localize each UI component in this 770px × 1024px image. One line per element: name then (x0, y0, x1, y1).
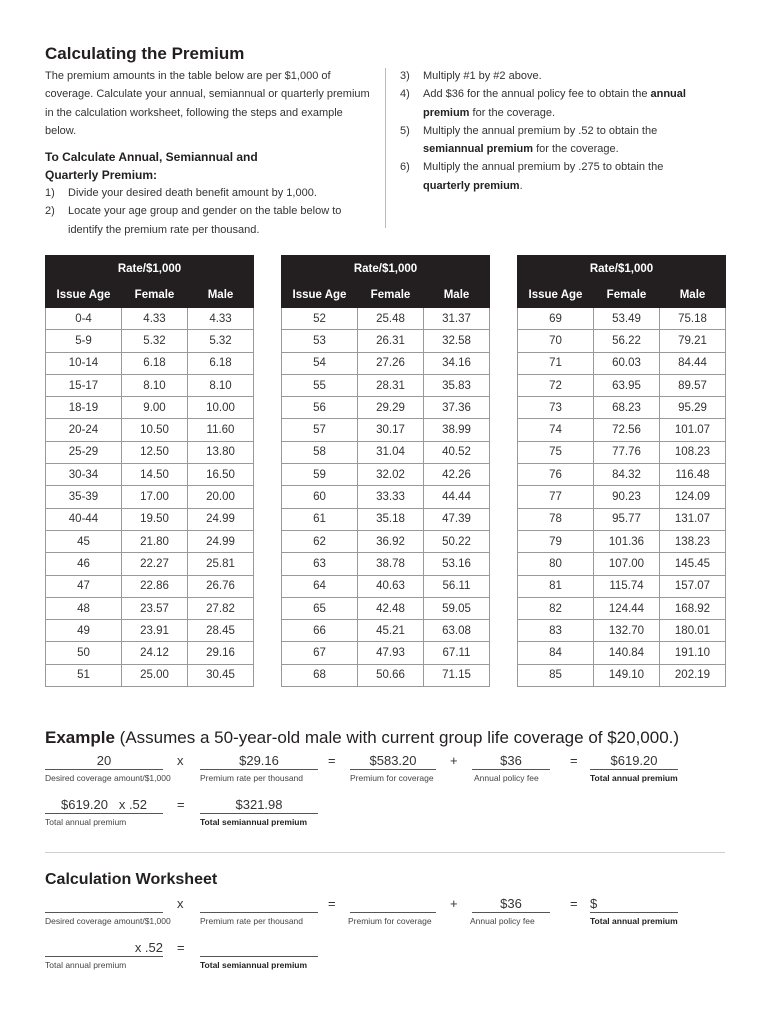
step-item: 5) Multiply the annual premium by .52 to obtain the semiannual premium for the coverage. (400, 124, 658, 156)
table-row (518, 352, 726, 374)
female-rate-cell: 101.36 (594, 530, 660, 552)
male-rate-cell: 47.39 (424, 508, 490, 530)
step-item: 1) Divide your desired death benefit amount by 1,000. (45, 187, 317, 199)
female-rate-cell: 60.03 (594, 352, 660, 374)
issue-age-cell: 49 (46, 620, 122, 642)
example-coverage-value: 20 (45, 753, 163, 770)
semiannual-label: Total semiannual premium (200, 960, 308, 970)
female-rate-cell: 50.66 (358, 664, 424, 686)
female-rate-cell: 23.91 (122, 620, 188, 642)
issue-age-cell: 83 (518, 620, 594, 642)
steps-right-list (400, 67, 710, 195)
fee-label: Annual policy fee (474, 773, 539, 783)
total-annual-label: Total annual premium (45, 960, 127, 970)
step-item: 6) Multiply the annual premium by .275 to obtain the quarterly premium. (400, 161, 664, 192)
male-header: Male (188, 282, 254, 308)
male-rate-cell: 24.99 (188, 508, 254, 530)
rate-label: Premium rate per thousand (200, 773, 303, 783)
step-item: 2) Locate your age group and gender on the table below to identify the premium rate per thousand. (45, 205, 342, 236)
female-rate-cell: 31.04 (358, 441, 424, 463)
issue-age-cell: 65 (282, 597, 358, 619)
female-rate-cell: 42.48 (358, 597, 424, 619)
male-rate-cell: 131.07 (660, 508, 726, 530)
equals-operator: = (328, 753, 336, 768)
male-rate-cell: 50.22 (424, 530, 490, 552)
male-rate-cell: 24.99 (188, 530, 254, 552)
female-rate-cell: 5.32 (122, 330, 188, 352)
female-rate-cell: 35.18 (358, 508, 424, 530)
issue-age-cell: 60 (282, 486, 358, 508)
issue-age-cell: 84 (518, 642, 594, 664)
issue-age-header: Issue Age (282, 282, 358, 308)
table-row (282, 419, 490, 441)
male-rate-cell: 10.00 (188, 397, 254, 419)
female-rate-cell: 30.17 (358, 419, 424, 441)
issue-age-cell: 71 (518, 352, 594, 374)
male-rate-cell: 108.23 (660, 441, 726, 463)
male-rate-cell: 35.83 (424, 374, 490, 396)
male-rate-cell: 16.50 (188, 464, 254, 486)
male-rate-cell: 202.19 (660, 664, 726, 686)
table-row (518, 486, 726, 508)
female-header: Female (122, 282, 188, 308)
worksheet-fee-value: $36 (472, 896, 550, 913)
table-row (282, 553, 490, 575)
issue-age-cell: 73 (518, 397, 594, 419)
issue-age-cell: 67 (282, 642, 358, 664)
table-row (518, 441, 726, 463)
issue-age-cell: 69 (518, 308, 594, 330)
issue-age-cell: 78 (518, 508, 594, 530)
male-rate-cell: 25.81 (188, 553, 254, 575)
issue-age-cell: 61 (282, 508, 358, 530)
male-rate-cell: 13.80 (188, 441, 254, 463)
example-semiannual-value: $321.98 (200, 797, 318, 814)
female-rate-cell: 38.78 (358, 553, 424, 575)
male-rate-cell: 44.44 (424, 486, 490, 508)
male-rate-cell: 56.11 (424, 575, 490, 597)
issue-age-cell: 62 (282, 530, 358, 552)
male-rate-cell: 180.01 (660, 620, 726, 642)
issue-age-cell: 54 (282, 352, 358, 374)
premium-label: Premium for coverage (348, 916, 432, 926)
table-row (46, 397, 254, 419)
table-row (282, 374, 490, 396)
female-rate-cell: 22.27 (122, 553, 188, 575)
female-rate-cell: 8.10 (122, 374, 188, 396)
table-row (518, 553, 726, 575)
semiannual-label: Total semiannual premium (200, 817, 308, 827)
coverage-label: Desired coverage amount/$1,000 (45, 916, 171, 926)
issue-age-cell: 79 (518, 530, 594, 552)
male-rate-cell: 8.10 (188, 374, 254, 396)
female-rate-cell: 29.29 (358, 397, 424, 419)
rate-header: Rate/$1,000 (282, 256, 490, 282)
male-rate-cell: 95.29 (660, 397, 726, 419)
female-rate-cell: 40.63 (358, 575, 424, 597)
rate-table-3 (517, 255, 726, 687)
issue-age-cell: 5-9 (46, 330, 122, 352)
female-rate-cell: 14.50 (122, 464, 188, 486)
worksheet-semi-input[interactable]: x .52 (45, 940, 163, 957)
intro-paragraph: The premium amounts in the table below are per $1,000 of coverage. Calculate your annual, semiannual or quarterly premium in the calculation worksheet, following the steps and example below. (45, 70, 370, 137)
table-row (46, 308, 254, 330)
table-row (46, 575, 254, 597)
column-divider (385, 68, 386, 228)
female-rate-cell: 53.49 (594, 308, 660, 330)
issue-age-cell: 48 (46, 597, 122, 619)
male-rate-cell: 28.45 (188, 620, 254, 642)
table-row (518, 664, 726, 686)
example-fee-value: $36 (472, 753, 550, 770)
male-rate-cell: 168.92 (660, 597, 726, 619)
worksheet-premium-input[interactable] (350, 896, 436, 913)
issue-age-cell: 40-44 (46, 508, 122, 530)
table-row (46, 330, 254, 352)
female-rate-cell: 19.50 (122, 508, 188, 530)
table-row (518, 419, 726, 441)
table-row (518, 597, 726, 619)
table-row (518, 397, 726, 419)
step-item: 3) Multiply #1 by #2 above. (400, 70, 542, 82)
male-rate-cell: 138.23 (660, 530, 726, 552)
issue-age-cell: 80 (518, 553, 594, 575)
male-rate-cell: 71.15 (424, 664, 490, 686)
table-row (518, 530, 726, 552)
example-semi-input: $619.20 x .52 (45, 797, 163, 814)
issue-age-cell: 47 (46, 575, 122, 597)
female-rate-cell: 45.21 (358, 620, 424, 642)
issue-age-cell: 50 (46, 642, 122, 664)
table-row (46, 530, 254, 552)
table-row (282, 486, 490, 508)
male-rate-cell: 5.32 (188, 330, 254, 352)
male-rate-cell: 11.60 (188, 419, 254, 441)
worksheet-annual-input[interactable]: $ (590, 896, 678, 913)
issue-age-cell: 52 (282, 308, 358, 330)
female-rate-cell: 25.00 (122, 664, 188, 686)
male-rate-cell: 191.10 (660, 642, 726, 664)
male-header: Male (424, 282, 490, 308)
table-row (518, 575, 726, 597)
female-rate-cell: 72.56 (594, 419, 660, 441)
female-rate-cell: 47.93 (358, 642, 424, 664)
table-row (282, 464, 490, 486)
table-row (282, 642, 490, 664)
table-row (282, 508, 490, 530)
issue-age-cell: 74 (518, 419, 594, 441)
table-row (518, 464, 726, 486)
issue-age-cell: 85 (518, 664, 594, 686)
table-row (518, 508, 726, 530)
table-row (46, 486, 254, 508)
table-row (282, 664, 490, 686)
issue-age-cell: 77 (518, 486, 594, 508)
female-rate-cell: 22.86 (122, 575, 188, 597)
issue-age-cell: 68 (282, 664, 358, 686)
male-rate-cell: 26.76 (188, 575, 254, 597)
table-row (46, 620, 254, 642)
male-rate-cell: 75.18 (660, 308, 726, 330)
male-rate-cell: 27.82 (188, 597, 254, 619)
female-header: Female (358, 282, 424, 308)
issue-age-cell: 63 (282, 553, 358, 575)
example-premium-value: $583.20 (350, 753, 436, 770)
worksheet-heading: Calculation Worksheet (45, 871, 218, 888)
issue-age-cell: 10-14 (46, 352, 122, 374)
equals-operator: = (177, 797, 185, 812)
issue-age-cell: 64 (282, 575, 358, 597)
fee-label: Annual policy fee (470, 916, 535, 926)
table-row (518, 308, 726, 330)
equals-operator: = (177, 940, 185, 955)
example-annual-value: $619.20 (590, 753, 678, 770)
male-rate-cell: 42.26 (424, 464, 490, 486)
table-row (282, 397, 490, 419)
female-rate-cell: 33.33 (358, 486, 424, 508)
table-row (518, 642, 726, 664)
male-rate-cell: 37.36 (424, 397, 490, 419)
male-rate-cell: 30.45 (188, 664, 254, 686)
issue-age-header: Issue Age (518, 282, 594, 308)
male-rate-cell: 63.08 (424, 620, 490, 642)
male-rate-cell: 89.57 (660, 374, 726, 396)
issue-age-cell: 46 (46, 553, 122, 575)
table-row (46, 642, 254, 664)
table-row (46, 419, 254, 441)
female-rate-cell: 84.32 (594, 464, 660, 486)
issue-age-cell: 56 (282, 397, 358, 419)
table-row (518, 330, 726, 352)
worksheet-coverage-input[interactable] (45, 896, 163, 913)
female-rate-cell: 36.92 (358, 530, 424, 552)
female-rate-cell: 28.31 (358, 374, 424, 396)
premium-label: Premium for coverage (350, 773, 434, 783)
male-rate-cell: 6.18 (188, 352, 254, 374)
table-row (46, 508, 254, 530)
issue-age-header: Issue Age (46, 282, 122, 308)
annual-label: Total annual premium (590, 916, 678, 926)
female-rate-cell: 6.18 (122, 352, 188, 374)
male-rate-cell: 84.44 (660, 352, 726, 374)
male-rate-cell: 34.16 (424, 352, 490, 374)
male-rate-cell: 4.33 (188, 308, 254, 330)
coverage-label: Desired coverage amount/$1,000 (45, 773, 171, 783)
table-row (518, 620, 726, 642)
issue-age-cell: 20-24 (46, 419, 122, 441)
female-rate-cell: 95.77 (594, 508, 660, 530)
table-row (46, 352, 254, 374)
times-operator: x (177, 896, 184, 911)
table-row (46, 441, 254, 463)
table-row (46, 664, 254, 686)
male-rate-cell: 38.99 (424, 419, 490, 441)
female-rate-cell: 63.95 (594, 374, 660, 396)
female-rate-cell: 27.26 (358, 352, 424, 374)
example-heading: Example (Assumes a 50-year-old male with current group life coverage of $20,000.) (45, 728, 680, 747)
female-rate-cell: 68.23 (594, 397, 660, 419)
example-rate-value: $29.16 (200, 753, 318, 770)
issue-age-cell: 25-29 (46, 441, 122, 463)
male-rate-cell: 31.37 (424, 308, 490, 330)
issue-age-cell: 15-17 (46, 374, 122, 396)
female-rate-cell: 26.31 (358, 330, 424, 352)
male-rate-cell: 20.00 (188, 486, 254, 508)
issue-age-cell: 58 (282, 441, 358, 463)
female-rate-cell: 149.10 (594, 664, 660, 686)
plus-operator: + (450, 753, 458, 768)
table-row (46, 464, 254, 486)
female-rate-cell: 12.50 (122, 441, 188, 463)
rate-table-2 (281, 255, 490, 687)
male-rate-cell: 29.16 (188, 642, 254, 664)
female-rate-cell: 9.00 (122, 397, 188, 419)
male-rate-cell: 59.05 (424, 597, 490, 619)
total-annual-label: Total annual premium (45, 817, 127, 827)
female-rate-cell: 25.48 (358, 308, 424, 330)
female-rate-cell: 124.44 (594, 597, 660, 619)
male-rate-cell: 157.07 (660, 575, 726, 597)
equals-operator: = (328, 896, 336, 911)
issue-age-cell: 81 (518, 575, 594, 597)
table-row (282, 597, 490, 619)
table-row (518, 374, 726, 396)
table-row (282, 620, 490, 642)
female-rate-cell: 4.33 (122, 308, 188, 330)
issue-age-cell: 0-4 (46, 308, 122, 330)
issue-age-cell: 57 (282, 419, 358, 441)
male-rate-cell: 32.58 (424, 330, 490, 352)
issue-age-cell: 66 (282, 620, 358, 642)
issue-age-cell: 75 (518, 441, 594, 463)
table-row (46, 597, 254, 619)
issue-age-cell: 72 (518, 374, 594, 396)
female-rate-cell: 10.50 (122, 419, 188, 441)
issue-age-cell: 55 (282, 374, 358, 396)
table-row (282, 575, 490, 597)
issue-age-cell: 51 (46, 664, 122, 686)
steps-left-list (45, 184, 355, 239)
equals-operator: = (570, 896, 578, 911)
male-rate-cell: 79.21 (660, 330, 726, 352)
annual-label: Total annual premium (590, 773, 678, 783)
male-rate-cell: 53.16 (424, 553, 490, 575)
female-rate-cell: 77.76 (594, 441, 660, 463)
times-operator: x (177, 753, 184, 768)
rate-label: Premium rate per thousand (200, 916, 303, 926)
plus-operator: + (450, 896, 458, 911)
male-rate-cell: 67.11 (424, 642, 490, 664)
table-row (282, 308, 490, 330)
male-rate-cell: 124.09 (660, 486, 726, 508)
rate-header: Rate/$1,000 (518, 256, 726, 282)
rate-header: Rate/$1,000 (46, 256, 254, 282)
male-rate-cell: 145.45 (660, 553, 726, 575)
section-divider (45, 852, 725, 853)
step-item: 4) Add $36 for the annual policy fee to obtain the annual premium for the coverage. (400, 88, 686, 119)
female-rate-cell: 140.84 (594, 642, 660, 664)
female-rate-cell: 17.00 (122, 486, 188, 508)
female-rate-cell: 90.23 (594, 486, 660, 508)
male-rate-cell: 40.52 (424, 441, 490, 463)
issue-age-cell: 59 (282, 464, 358, 486)
worksheet-rate-input[interactable] (200, 896, 318, 913)
table-row (282, 352, 490, 374)
female-rate-cell: 115.74 (594, 575, 660, 597)
male-rate-cell: 101.07 (660, 419, 726, 441)
issue-age-cell: 76 (518, 464, 594, 486)
male-rate-cell: 116.48 (660, 464, 726, 486)
issue-age-cell: 35-39 (46, 486, 122, 508)
steps-subheading: To Calculate Annual, Semiannual and Quarterly Premium: (45, 150, 258, 182)
female-rate-cell: 107.00 (594, 553, 660, 575)
table-row (282, 441, 490, 463)
issue-age-cell: 53 (282, 330, 358, 352)
female-rate-cell: 24.12 (122, 642, 188, 664)
female-rate-cell: 132.70 (594, 620, 660, 642)
female-header: Female (594, 282, 660, 308)
table-row (46, 374, 254, 396)
issue-age-cell: 82 (518, 597, 594, 619)
rate-table-1 (45, 255, 254, 687)
issue-age-cell: 30-34 (46, 464, 122, 486)
female-rate-cell: 56.22 (594, 330, 660, 352)
equals-operator: = (570, 753, 578, 768)
female-rate-cell: 32.02 (358, 464, 424, 486)
table-row (282, 530, 490, 552)
page-title: Calculating the Premium (45, 44, 245, 63)
male-header: Male (660, 282, 726, 308)
table-row (282, 330, 490, 352)
female-rate-cell: 23.57 (122, 597, 188, 619)
issue-age-cell: 18-19 (46, 397, 122, 419)
worksheet-semiannual-input[interactable] (200, 940, 318, 957)
female-rate-cell: 21.80 (122, 530, 188, 552)
table-row (46, 553, 254, 575)
issue-age-cell: 45 (46, 530, 122, 552)
issue-age-cell: 70 (518, 330, 594, 352)
